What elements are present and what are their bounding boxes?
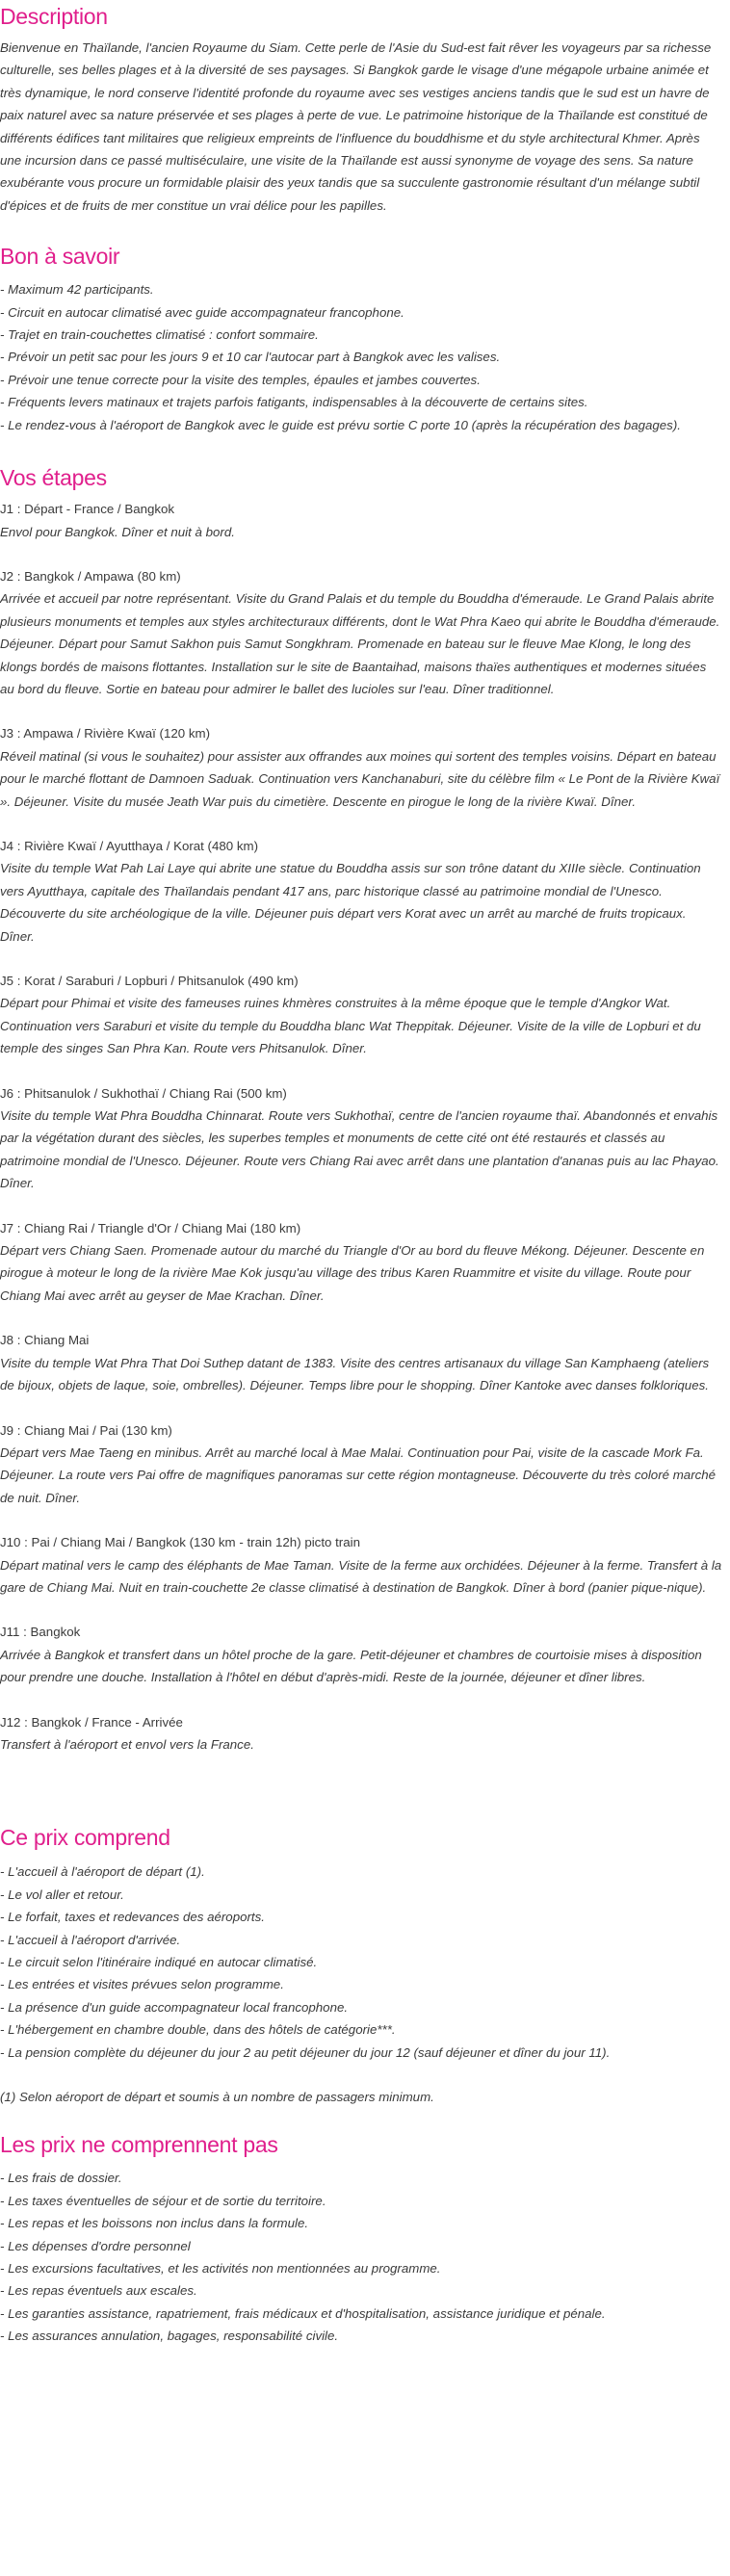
etapes-heading: Vos étapes — [0, 465, 107, 491]
description-heading: Description — [0, 4, 108, 29]
list-item: - Le forfait, taxes et redevances des aéroports. — [0, 1910, 265, 1925]
list-item: - Trajet en train-couchettes climatisé : confort sommaire. — [0, 327, 319, 343]
step-day-4 — [0, 835, 722, 948]
list-item: - Prévoir un petit sac pour les jours 9 et 10 car l'autocar part à Bangkok avec les valises. — [0, 350, 501, 365]
step-text: Visite du temple Wat Phra Bouddha Chinnarat. Route vers Sukhothaï, centre de l'ancien royaume thaï. Abandonnés et envahis par la végétation durant des siècles, les superbes temples et monuments de cette cité ont été restaurés et classés au patrimoine mondial de l'Unesco. Déjeuner. Route vers Chiang Rai avec arrêt dans une plantation d'ananas puis au lac Phayao. Dîner. — [0, 1108, 719, 1191]
step-day-8 — [0, 1329, 722, 1396]
list-item: - La présence d'un guide accompagnateur local francophone. — [0, 1999, 349, 2015]
prix-comprend-section — [0, 1823, 722, 2108]
list-item: - Le vol aller et retour. — [0, 1886, 124, 1902]
step-title: J12 : Bangkok / France - Arrivée — [0, 1714, 183, 1730]
list-item: - L'accueil à l'aéroport de départ (1). — [0, 1864, 205, 1880]
list-item: - Les excursions facultatives, et les activités non mentionnées au programme. — [0, 2261, 441, 2277]
step-day-10 — [0, 1531, 722, 1599]
step-title: J1 : Départ - France / Bangkok — [0, 502, 175, 517]
step-title: J8 : Chiang Mai — [0, 1333, 90, 1348]
step-title: J11 : Bangkok — [0, 1625, 81, 1640]
list-item: - Les frais de dossier. — [0, 2171, 122, 2186]
prix-ne-comprennent-pas-heading: Les prix ne comprennent pas — [0, 2132, 278, 2158]
step-text: Réveil matinal (si vous le souhaitez) pour assister aux offrandes aux moines qui sortent des temples voisins. Départ en bateau pour le marché flottant de Damnoen Saduak. Continuation vers Kanchanaburi, site du célèbre film « Le Pont de la Rivière Kwaï ». Déjeuner. Visite du musée Jeath War puis du cimetière. Descente en pirogue le long de la rivière Kwaï. Dîner. — [0, 748, 720, 809]
list-item: - L'accueil à l'aéroport d'arrivée. — [0, 1932, 181, 1947]
list-item: - Les garanties assistance, rapatriement, frais médicaux et d'hospitalisation, assistance juridique et pénale. — [0, 2305, 606, 2321]
step-text: Envol pour Bangkok. Dîner et nuit à bord. — [0, 524, 235, 539]
list-item: - La pension complète du déjeuner du jour 2 au petit déjeuner du jour 12 (sauf déjeuner et dîner du jour 11). — [0, 2044, 611, 2060]
etapes-list — [0, 498, 722, 1756]
step-title: J10 : Pai / Chiang Mai / Bangkok (130 km - train 12h) picto train — [0, 1535, 360, 1550]
step-day-9 — [0, 1419, 722, 1510]
prix-comprend-heading: Ce prix comprend — [0, 1825, 170, 1851]
step-day-5 — [0, 970, 722, 1060]
step-title: J4 : Rivière Kwaï / Ayutthaya / Korat (480 km) — [0, 838, 259, 853]
prix-comprend-list — [0, 1860, 722, 2064]
list-item: - Les repas et les boissons non inclus dans la formule. — [0, 2216, 309, 2231]
step-text: Visite du temple Wat Pah Lai Laye qui abrite une statue du Bouddha assis sur son trône datant du XIIIe siècle. Continuation vers Ayutthaya, capitale des Thaïlandais pendant 417 ans, parc historique classé au patrimoine mondial de l'Unesco. Découverte du site archéologique de la ville. Déjeuner puis départ vers Korat avec un arrêt au marché de fruits tropicaux. Dîner. — [0, 861, 701, 944]
footnote: (1) Selon aéroport de départ et soumis à un nombre de passagers minimum. — [0, 2090, 434, 2105]
step-text: Visite du temple Wat Phra That Doi Suthep datant de 1383. Visite des centres artisanaux du village San Kamphaeng (ateliers de bijoux, objets de laque, soie, ombrelles). Déjeuner. Temps libre pour le shopping. Dîner Kantoke avec danses folkloriques. — [0, 1355, 710, 1393]
step-title: J3 : Ampawa / Rivière Kwaï (120 km) — [0, 726, 210, 742]
description-text: Bienvenue en Thaïlande, l'ancien Royaume du Siam. Cette perle de l'Asie du Sud-est fait rêver les voyageurs par sa richesse culturelle, ses belles plages et à la diversité de ses paysages. Si Bangkok garde le visage d'une mégapole urbaine animée et très dynamique, le nord conserve l'identité profonde du royaume avec ses vestiges anciens tandis que le sud est un havre de paix naturel avec sa nature préservée et ses plages à perte de vue. Le patrimoine historique de la Thaïlande est constitué de différents édifices tant militaires que religieux empreints de l'influence du bouddhisme et du style architectural Khmer. Après une incursion dans ce passé multiséculaire, une visite de la Thaïlande est aussi synonyme de voyage des sens. Sa nature exubérante vous procure un formidable plaisir des yeux tandis que sa succulente gastronomie résultant d'un mélange subtil d'épices et de fruits de mer constitue un vrai délice pour les papilles. — [0, 40, 712, 213]
list-item: - Les assurances annulation, bagages, responsabilité civile. — [0, 2329, 339, 2344]
list-item: - Circuit en autocar climatisé avec guide accompagnateur francophone. — [0, 304, 404, 320]
step-day-11 — [0, 1621, 722, 1688]
list-item: - Les taxes éventuelles de séjour et de sortie du territoire. — [0, 2193, 326, 2208]
list-item: - Fréquents levers matinaux et trajets parfois fatigants, indispensables à la découverte de certains sites. — [0, 395, 588, 410]
step-title: J5 : Korat / Saraburi / Lopburi / Phitsanulok (490 km) — [0, 974, 299, 988]
step-text: Arrivée à Bangkok et transfert dans un hôtel proche de la gare. Petit-déjeuner et chambres de courtoisie mises à disposition pour prendre une douche. Installation à l'hôtel en début d'après-midi. Reste de la journée, déjeuner et dîner libres. — [0, 1647, 702, 1685]
bon-a-savoir-heading: Bon à savoir — [0, 244, 120, 270]
step-day-6 — [0, 1082, 722, 1195]
list-item: - Les dépenses d'ordre personnel — [0, 2238, 191, 2253]
step-text: Arrivée et accueil par notre représentant. Visite du Grand Palais et du temple du Bouddha d'émeraude. Le Grand Palais abrite plusieurs monuments et temples aux styles architecturaux différents, dont le Wat Phra Kaeo qui abrite le Bouddha d'émeraude. Déjeuner. Départ pour Samut Sakhon puis Samut Songkhram. Promenade en bateau sur le fleuve Mae Klong, le long des klongs bordés de maisons flottantes. Installation sur le site de Baantaihad, maisons thaïes authentiques et modernes situées au bord du fleuve. Sortie en bateau pour admirer le ballet des lucioles sur l'eau. Dîner traditionnel. — [0, 591, 720, 696]
step-title: J9 : Chiang Mai / Pai (130 km) — [0, 1422, 172, 1438]
prix-ne-comprennent-pas-list — [0, 2167, 722, 2347]
list-item: - Les entrées et visites prévues selon programme. — [0, 1977, 284, 1992]
list-item: - Prévoir une tenue correcte pour la visite des temples, épaules et jambes couvertes. — [0, 372, 481, 387]
list-item: - Le rendez-vous à l'aéroport de Bangkok avec le guide est prévu sortie C porte 10 (après la récupération des bagages). — [0, 417, 681, 432]
bon-a-savoir-list — [0, 278, 722, 436]
prix-ne-comprennent-pas-section — [0, 2130, 722, 2347]
list-item: - Maximum 42 participants. — [0, 282, 154, 298]
step-day-3 — [0, 722, 722, 813]
step-text: Départ vers Mae Taeng en minibus. Arrêt au marché local à Mae Malai. Continuation pour Pai, visite de la cascade Mork Fa. Déjeuner. La route vers Pai offre de magnifiques panoramas sur cette région montagneuse. Découverte du très coloré marché de nuit. Dîner. — [0, 1444, 717, 1505]
step-day-12 — [0, 1711, 722, 1756]
etapes-section — [0, 463, 722, 1756]
step-text: Départ vers Chiang Saen. Promenade autour du marché du Triangle d'Or au bord du fleuve Mékong. Déjeuner. Descente en pirogue à moteur le long de la rivière Mae Kok jusqu'au village des tribus Karen Ruammitre et visite du village. Route pour Chiang Mai avec arrêt au geyser de Mae Krachan. Dîner. — [0, 1243, 705, 1303]
step-day-2 — [0, 565, 722, 700]
list-item: - Les repas éventuels aux escales. — [0, 2283, 197, 2299]
step-title: J6 : Phitsanulok / Sukhothaï / Chiang Rai (500 km) — [0, 1085, 287, 1101]
step-text: Transfert à l'aéroport et envol vers la France. — [0, 1736, 254, 1752]
step-day-1 — [0, 498, 722, 543]
list-item: - L'hébergement en chambre double, dans des hôtels de catégorie***. — [0, 2022, 396, 2038]
step-text: Départ pour Phimai et visite des fameuses ruines khmères construites à la même époque que le temple d'Angkor Wat. Continuation vers Saraburi et visite du temple du Bouddha blanc Wat Theppitak. Déjeuner. Visite de la ville de Lopburi et du temple des singes San Phra Kan. Route vers Phitsanulok. Dîner. — [0, 996, 701, 1056]
step-day-7 — [0, 1217, 722, 1308]
list-item: - Le circuit selon l'itinéraire indiqué en autocar climatisé. — [0, 1955, 318, 1969]
description-section — [0, 0, 722, 217]
step-title: J7 : Chiang Rai / Triangle d'Or / Chiang Mai (180 km) — [0, 1220, 301, 1236]
step-text: Départ matinal vers le camp des éléphants de Mae Taman. Visite de la ferme aux orchidées. Déjeuner à la ferme. Transfert à la gare de Chiang Mai. Nuit en train-couchette 2e classe climatisé à destination de Bangkok. Dîner à bord (panier pique-nique). — [0, 1557, 722, 1595]
bon-a-savoir-section — [0, 242, 722, 436]
step-title: J2 : Bangkok / Ampawa (80 km) — [0, 568, 181, 584]
